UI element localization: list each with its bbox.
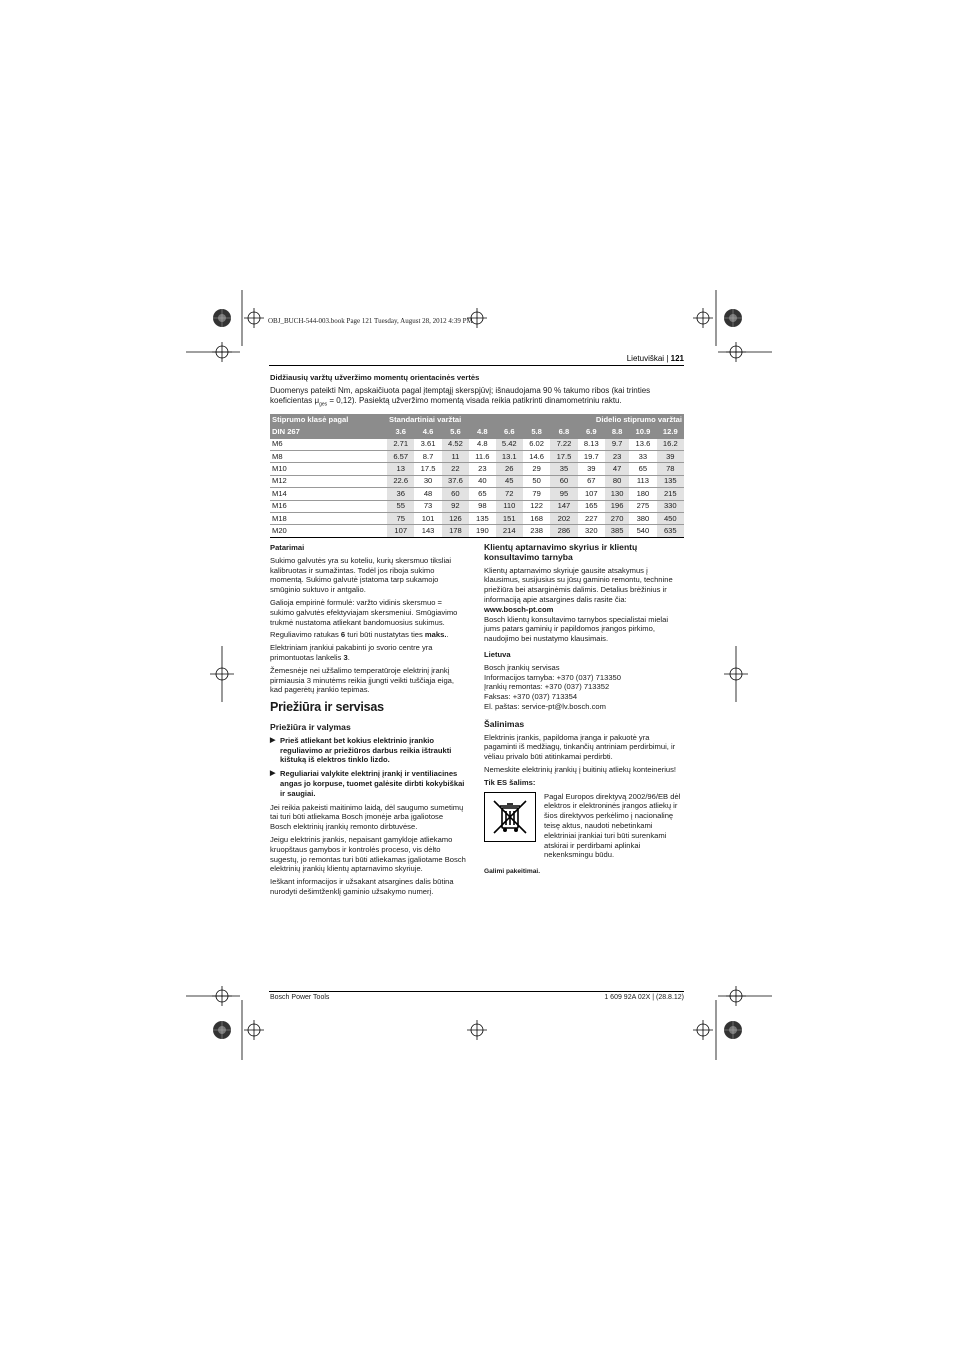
header-rule bbox=[269, 365, 684, 366]
table-cell: 39 bbox=[657, 451, 684, 463]
table-cell: 151 bbox=[496, 512, 523, 524]
th-class: 5.6 bbox=[442, 426, 469, 438]
page-number: 121 bbox=[670, 354, 684, 363]
weee-block bbox=[484, 792, 684, 864]
table-cell: 11 bbox=[442, 451, 469, 463]
table-cell: 147 bbox=[550, 500, 577, 512]
th-class: 5.8 bbox=[523, 426, 550, 438]
table-cell: 380 bbox=[629, 512, 656, 524]
table-cell: 65 bbox=[629, 463, 656, 475]
th-standard: Standartiniai varžtai bbox=[387, 414, 550, 426]
maint-p1: Jei reikia pakeisti maitinimo laidą, dėl saugumo sumetimų tai turi būti atliekama Bosch įmonėje arba įgaliotose Bosch elektrinių įrankių remonto dirbtuvėse. bbox=[270, 802, 464, 832]
table-header-row bbox=[270, 414, 684, 426]
table-body bbox=[270, 439, 684, 538]
th-high: Didelio stiprumo varžtai bbox=[550, 414, 684, 426]
footer-brand: Bosch Power Tools bbox=[270, 994, 330, 1001]
table-cell: 330 bbox=[657, 500, 684, 512]
table-row bbox=[270, 488, 684, 500]
tips-p1: Sukimo galvutės yra su koteliu, kurių skersmuo tiksliai kalibruotas ir sumažintas. Todėl jos riboja sukimo momentą. Sukimo galvutė įstatoma tarp sukamojo smūginio suktuvo ir antgalio. bbox=[270, 555, 452, 595]
row-size: M20 bbox=[270, 525, 387, 537]
row-size: M6 bbox=[270, 439, 387, 451]
table-cell: 80 bbox=[605, 475, 629, 487]
table-cell: 50 bbox=[523, 475, 550, 487]
row-size: M16 bbox=[270, 500, 387, 512]
table-cell: 67 bbox=[578, 475, 605, 487]
table-cell: 23 bbox=[605, 451, 629, 463]
torque-table bbox=[270, 414, 684, 538]
table-cell: 30 bbox=[414, 475, 441, 487]
th-class: 8.8 bbox=[605, 426, 629, 438]
table-cell: 23 bbox=[469, 463, 496, 475]
table-cell: 3.61 bbox=[414, 439, 441, 451]
th-class: 10.9 bbox=[629, 426, 656, 438]
table-cell: 45 bbox=[496, 475, 523, 487]
table-cell: 6.57 bbox=[387, 451, 414, 463]
header-language: Lietuviškai bbox=[626, 354, 665, 363]
tips-p5: Žemesnėje nei užšalimo temperatūroje elektrinį įrankį pirmiausia 3 minutėms reikia įjungti veikti tuščiąja eiga, kad pagerėtų įrankio tepimas. bbox=[270, 665, 455, 695]
table-cell: 73 bbox=[414, 500, 441, 512]
row-size: M14 bbox=[270, 488, 387, 500]
footer-code: 1 609 92A 02X | (28.8.12) bbox=[604, 994, 684, 1001]
tips-p4: Elektriniam įrankiui pakabinti jo svorio centre yra primontuotas lankelis 3. bbox=[270, 643, 433, 662]
section-title: Priežiūra ir servisas bbox=[270, 700, 384, 715]
eu-text: Pagal Europos direktyvą 2002/96/EB dėl elektros ir elektroninės įrangos atliekų ir šios direktyvos perkėlimo į nacionalinę teisę aktus, naudoti nebetinkami elektriniai įrankiai turi būti surenkami atskirai ir perdirbami aplinkai nekenksmingu būdu. bbox=[544, 791, 681, 860]
page-header bbox=[627, 354, 684, 363]
change-note: Galimi pakeitimai. bbox=[484, 868, 541, 876]
maint-p3: Ieškant informacijos ir užsakant atsargines dalis būtina nurodyti dešimtženklį gaminio užsakymo numerį. bbox=[270, 877, 454, 896]
table-cell: 320 bbox=[578, 525, 605, 537]
th-class: 12.9 bbox=[657, 426, 684, 438]
table-cell: 4.52 bbox=[442, 439, 469, 451]
row-size: M8 bbox=[270, 451, 387, 463]
th-din: DIN 267 bbox=[270, 426, 387, 438]
print-header: OBJ_BUCH-544-003.book Page 121 Tuesday, August 28, 2012 4:39 PM bbox=[268, 317, 473, 325]
crossed-out-wheelie-bin-icon bbox=[484, 792, 536, 842]
table-cell: 17.5 bbox=[414, 463, 441, 475]
table-cell: 35 bbox=[550, 463, 577, 475]
th-class: 3.6 bbox=[387, 426, 414, 438]
disposal-p2: Nemeskite elektrinių įrankių į buitinių atliekų konteinerius! bbox=[484, 764, 677, 774]
service-url[interactable]: www.bosch-pt.com bbox=[484, 604, 554, 614]
table-cell: 238 bbox=[523, 525, 550, 537]
table-row bbox=[270, 475, 684, 487]
address-line: Informacijos tarnyba: +370 (037) 713350 bbox=[484, 672, 621, 682]
bullet-marker: ▶ bbox=[270, 736, 276, 744]
table-cell: 78 bbox=[657, 463, 684, 475]
table-row bbox=[270, 512, 684, 524]
table-cell: 7.22 bbox=[550, 439, 577, 451]
country-title: Lietuva bbox=[484, 649, 511, 659]
table-cell: 130 bbox=[605, 488, 629, 500]
service-p1: Klientų aptarnavimo skyriuje gausite atsakymus į klausimus, susijusius su jūsų gaminio remontu, technine priežiūra bei atsarginėmis dalimis. Detalius brėžinius ir informaciją apie atsargines dalis rasite čia: bbox=[484, 565, 673, 604]
table-cell: 540 bbox=[629, 525, 656, 537]
table-cell: 29 bbox=[523, 463, 550, 475]
table-cell: 196 bbox=[605, 500, 629, 512]
table-cell: 9.7 bbox=[605, 439, 629, 451]
table-cell: 19.7 bbox=[578, 451, 605, 463]
torque-title: Didžiausių varžtų užveržimo momentų orientacinės vertės bbox=[270, 373, 480, 382]
table-cell: 270 bbox=[605, 512, 629, 524]
table-cell: 5.42 bbox=[496, 439, 523, 451]
table-cell: 8.13 bbox=[578, 439, 605, 451]
table-cell: 60 bbox=[550, 475, 577, 487]
table-cell: 47 bbox=[605, 463, 629, 475]
header-separator: | bbox=[666, 354, 669, 363]
table-cell: 17.5 bbox=[550, 451, 577, 463]
row-size: M12 bbox=[270, 475, 387, 487]
right-column bbox=[484, 543, 684, 880]
maint-p2: Jeigu elektrinis įrankis, nepaisant gamykloje atliekamo kruopštaus gamybos ir kontrolės proceso, vis dėlto sugestų, jo remontas turi būti atliekamas įgaliotame Bosch elektrinių įrankių klientų aptarnavimo skyriuje. bbox=[270, 834, 466, 874]
table-cell: 33 bbox=[629, 451, 656, 463]
eu-title: Tik ES šalims: bbox=[484, 777, 536, 787]
table-cell: 40 bbox=[469, 475, 496, 487]
table-cell: 79 bbox=[523, 488, 550, 500]
bullet-clean: ▶ Reguliariai valykite elektrinį įrankį ir ventiliacines angas jo korpuse, tuomet galėsite dirbti kokybiškai ir saugiai. bbox=[270, 769, 465, 798]
maintenance-title: Priežiūra ir valymas bbox=[270, 721, 351, 732]
bullet-unplug: ▶ Prieš atliekant bet kokius elektrinio įrankio reguliavimo ar priežiūros darbus reikia ištraukti kištuką iš elektros tinklo lizdo. bbox=[270, 735, 452, 765]
table-cell: 107 bbox=[578, 488, 605, 500]
table-cell: 60 bbox=[442, 488, 469, 500]
table-cell: 215 bbox=[657, 488, 684, 500]
footer-rule bbox=[269, 991, 684, 992]
table-cell: 135 bbox=[657, 475, 684, 487]
table-cell: 55 bbox=[387, 500, 414, 512]
bullet-marker: ▶ bbox=[270, 770, 276, 778]
left-column bbox=[270, 543, 466, 900]
table-row bbox=[270, 525, 684, 537]
address-line: Įrankių remontas: +370 (037) 713352 bbox=[484, 682, 610, 692]
table-row bbox=[270, 463, 684, 475]
table-cell: 227 bbox=[578, 512, 605, 524]
address-line: Faksas: +370 (037) 713354 bbox=[484, 692, 578, 702]
table-cell: 126 bbox=[442, 512, 469, 524]
th-strength: Stiprumo klasė pagal bbox=[270, 414, 387, 426]
table-cell: 13.1 bbox=[496, 451, 523, 463]
table-cell: 635 bbox=[657, 525, 684, 537]
table-cell: 190 bbox=[469, 525, 496, 537]
tips-title: Patarimai bbox=[270, 543, 305, 552]
table-cell: 22.6 bbox=[387, 475, 414, 487]
torque-section bbox=[270, 373, 684, 538]
table-cell: 135 bbox=[469, 512, 496, 524]
table-cell: 6.02 bbox=[523, 439, 550, 451]
table-cell: 180 bbox=[629, 488, 656, 500]
table-cell: 75 bbox=[387, 512, 414, 524]
table-cell: 275 bbox=[629, 500, 656, 512]
table-cell: 16.2 bbox=[657, 439, 684, 451]
table-cell: 22 bbox=[442, 463, 469, 475]
address-line: El. paštas: service-pt@lv.bosch.com bbox=[484, 701, 606, 711]
table-cell: 11.6 bbox=[469, 451, 496, 463]
row-size: M10 bbox=[270, 463, 387, 475]
table-cell: 8.7 bbox=[414, 451, 441, 463]
table-cell: 110 bbox=[496, 500, 523, 512]
table-class-row bbox=[270, 426, 684, 438]
disposal-title: Šalinimas bbox=[484, 718, 525, 729]
th-class: 6.9 bbox=[578, 426, 605, 438]
table-cell: 36 bbox=[387, 488, 414, 500]
table-row bbox=[270, 451, 684, 463]
table-cell: 450 bbox=[657, 512, 684, 524]
tips-p3: Reguliavimo ratukas 6 turi būti nustatytas ties maks.. bbox=[270, 630, 449, 640]
disposal-p1: Elektrinis įrankis, papildoma įranga ir pakuotė yra pagaminti iš medžiagų, tinkančių antriniam perdirbimui, ir vėliau privalo būti atitinkamai perdirbti. bbox=[484, 732, 676, 762]
table-cell: 178 bbox=[442, 525, 469, 537]
table-cell: 2.71 bbox=[387, 439, 414, 451]
table-cell: 4.8 bbox=[469, 439, 496, 451]
address-block bbox=[484, 663, 684, 712]
table-cell: 48 bbox=[414, 488, 441, 500]
table-cell: 92 bbox=[442, 500, 469, 512]
table-cell: 122 bbox=[523, 500, 550, 512]
table-cell: 101 bbox=[414, 512, 441, 524]
table-cell: 13 bbox=[387, 463, 414, 475]
table-cell: 214 bbox=[496, 525, 523, 537]
table-row bbox=[270, 439, 684, 451]
table-cell: 113 bbox=[629, 475, 656, 487]
tips-p2: Galioja empirinė formulė: varžto vidinis skersmuo = sukimo galvutės efektyviajam skersmeniui. Smūgiavimo trukmė nustatoma atliekant bandomuosius sukimus. bbox=[270, 597, 458, 627]
service-p2: Bosch klientų konsultavimo tarnybos specialistai mielai jums patars gaminių ir papildomos įrangos pirkimo, naudojimo bei nustatymo klausimais. bbox=[484, 614, 669, 644]
th-class: 4.6 bbox=[414, 426, 441, 438]
table-cell: 168 bbox=[523, 512, 550, 524]
table-cell: 385 bbox=[605, 525, 629, 537]
table-cell: 65 bbox=[469, 488, 496, 500]
table-cell: 72 bbox=[496, 488, 523, 500]
table-cell: 13.6 bbox=[629, 439, 656, 451]
table-cell: 165 bbox=[578, 500, 605, 512]
torque-intro: Duomenys pateikti Nm, apskaičiuota pagal įtemptąjį skerspjūvį; išnaudojama 90 % takumo ribos (kai trinties koeficientas $\mu_{ges} = 0,12$). Pasiektą užveržimo momentą visada reikia patikrinti dinamometriniu raktu. bbox=[270, 386, 651, 408]
th-class: 6.8 bbox=[550, 426, 577, 438]
table-cell: 26 bbox=[496, 463, 523, 475]
table-cell: 37.6 bbox=[442, 475, 469, 487]
service-title: Klientų aptarnavimo skyrius ir klientų konsultavimo tarnyba bbox=[484, 542, 638, 562]
table-cell: 286 bbox=[550, 525, 577, 537]
table-cell: 14.6 bbox=[523, 451, 550, 463]
table-cell: 202 bbox=[550, 512, 577, 524]
table-cell: 143 bbox=[414, 525, 441, 537]
th-class: 6.6 bbox=[496, 426, 523, 438]
address-line: Bosch įrankių servisas bbox=[484, 662, 560, 672]
table-cell: 107 bbox=[387, 525, 414, 537]
th-class: 4.8 bbox=[469, 426, 496, 438]
table-row bbox=[270, 500, 684, 512]
table-cell: 95 bbox=[550, 488, 577, 500]
table-cell: 98 bbox=[469, 500, 496, 512]
row-size: M18 bbox=[270, 512, 387, 524]
table-cell: 39 bbox=[578, 463, 605, 475]
